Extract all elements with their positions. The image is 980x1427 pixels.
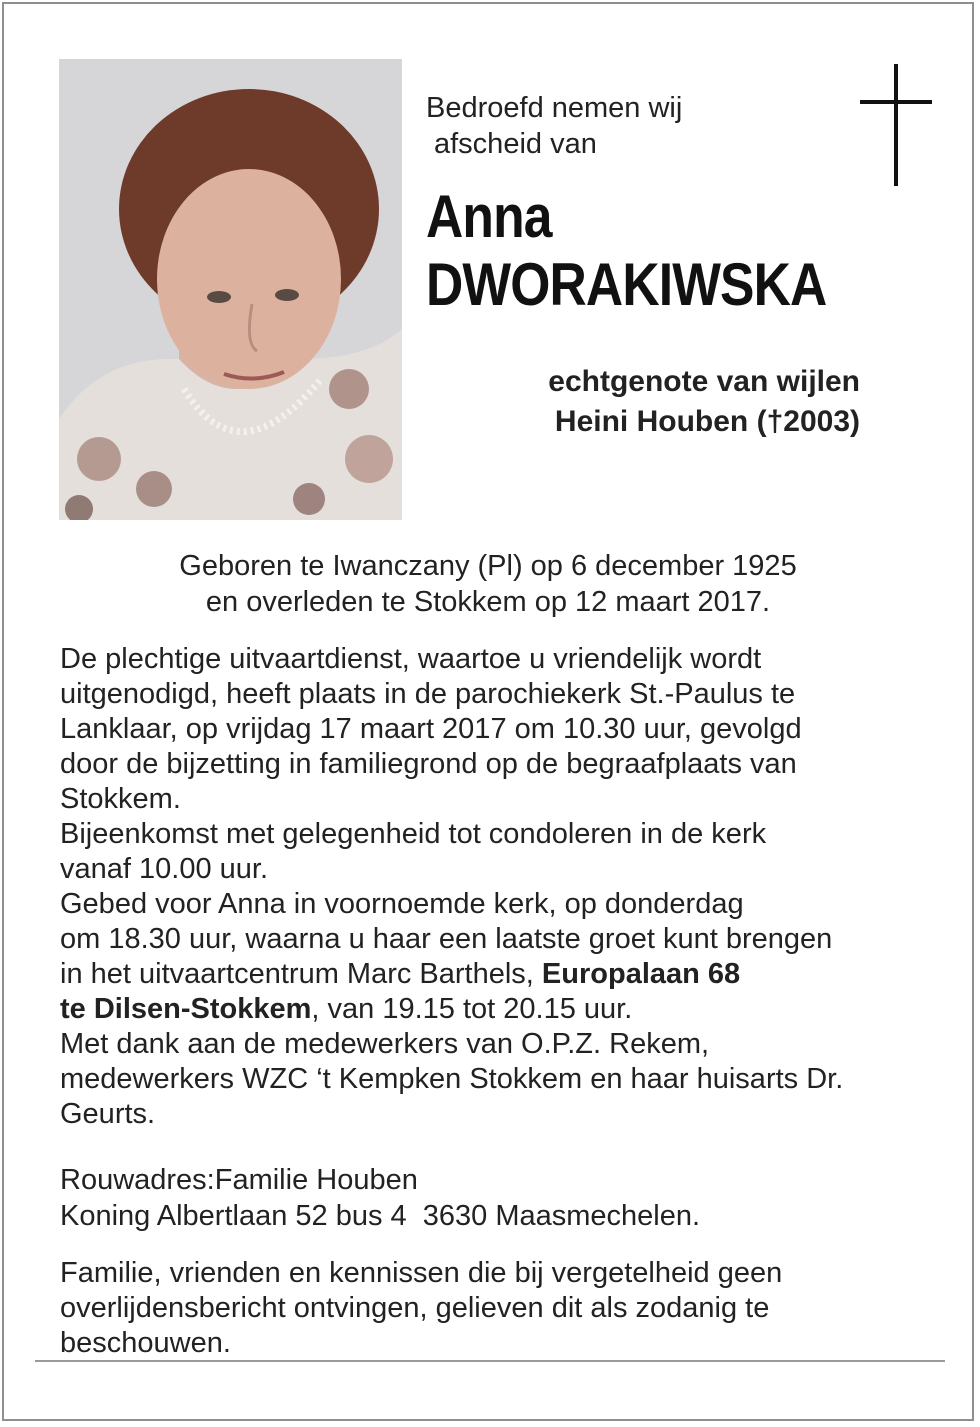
intro-line-1: Bedroefd nemen wij (426, 92, 683, 124)
portrait-photo (59, 59, 402, 520)
intro-text (426, 90, 682, 162)
service-details (60, 642, 940, 1132)
last-name: DWORAKIWSKA (426, 251, 827, 318)
service-line: Stokkem. (60, 783, 181, 815)
service-line: vanaf 10.00 uur. (60, 853, 268, 885)
first-name: Anna (426, 183, 552, 250)
spouse-line-1: echtgenote van wijlen (548, 365, 860, 398)
service-line: Lanklaar, op vrijdag 17 maart 2017 om 10.30 uur, gevolgd (60, 713, 802, 745)
service-line: Met dank aan de medewerkers van O.P.Z. Rekem, (60, 1028, 710, 1060)
service-line: uitgenodigd, heeft plaats in de parochiekerk St.-Paulus te (60, 678, 796, 710)
cross-icon (860, 64, 932, 186)
service-line: medewerkers WZC ‘t Kempken Stokkem en haar huisarts Dr. (60, 1063, 844, 1095)
notice-line: overlijdensbericht ontvingen, gelieven dit als zodanig te (60, 1292, 770, 1324)
bottom-divider (35, 1360, 945, 1362)
notice-line: Familie, vrienden en kennissen die bij vergetelheid geen (60, 1257, 783, 1289)
city-bold: te Dilsen-Stokkem (60, 993, 312, 1025)
notice-line: beschouwen. (60, 1327, 231, 1359)
service-line: om 18.30 uur, waarna u haar een laatste groet kunt brengen (60, 923, 833, 955)
service-text: in het uitvaartcentrum Marc Barthels, (60, 958, 542, 990)
service-line: Gebed voor Anna in voornoemde kerk, op donderdag (60, 888, 744, 920)
intro-line-2: afscheid van (434, 128, 597, 160)
service-line (60, 957, 940, 992)
service-text: , van 19.15 tot 20.15 uur. (311, 993, 633, 1025)
service-line (60, 992, 940, 1027)
birth-death-info (60, 548, 916, 620)
spouse-info (440, 362, 860, 442)
address-line-2: Koning Albertlaan 52 bus 4 3630 Maasmechelen. (60, 1200, 701, 1232)
address-bold: Europalaan 68 (541, 958, 741, 990)
death-line: en overleden te Stokkem op 12 maart 2017. (205, 586, 771, 618)
birth-line: Geboren te Iwanczany (Pl) op 6 december 1925 (179, 550, 797, 582)
service-line: Bijeenkomst met gelegenheid tot condoleren in de kerk (60, 818, 767, 850)
service-line: door de bijzetting in familiegrond op de begraafplaats van (60, 748, 797, 780)
address-line-1: Rouwadres:Familie Houben (60, 1164, 418, 1196)
closing-notice (60, 1256, 782, 1361)
mourning-address (60, 1162, 700, 1234)
service-line: De plechtige uitvaartdienst, waartoe u vriendelijk wordt (60, 643, 762, 675)
service-line: Geurts. (60, 1098, 156, 1130)
spouse-line-2: Heini Houben (†2003) (554, 405, 860, 438)
deceased-name (426, 183, 892, 319)
